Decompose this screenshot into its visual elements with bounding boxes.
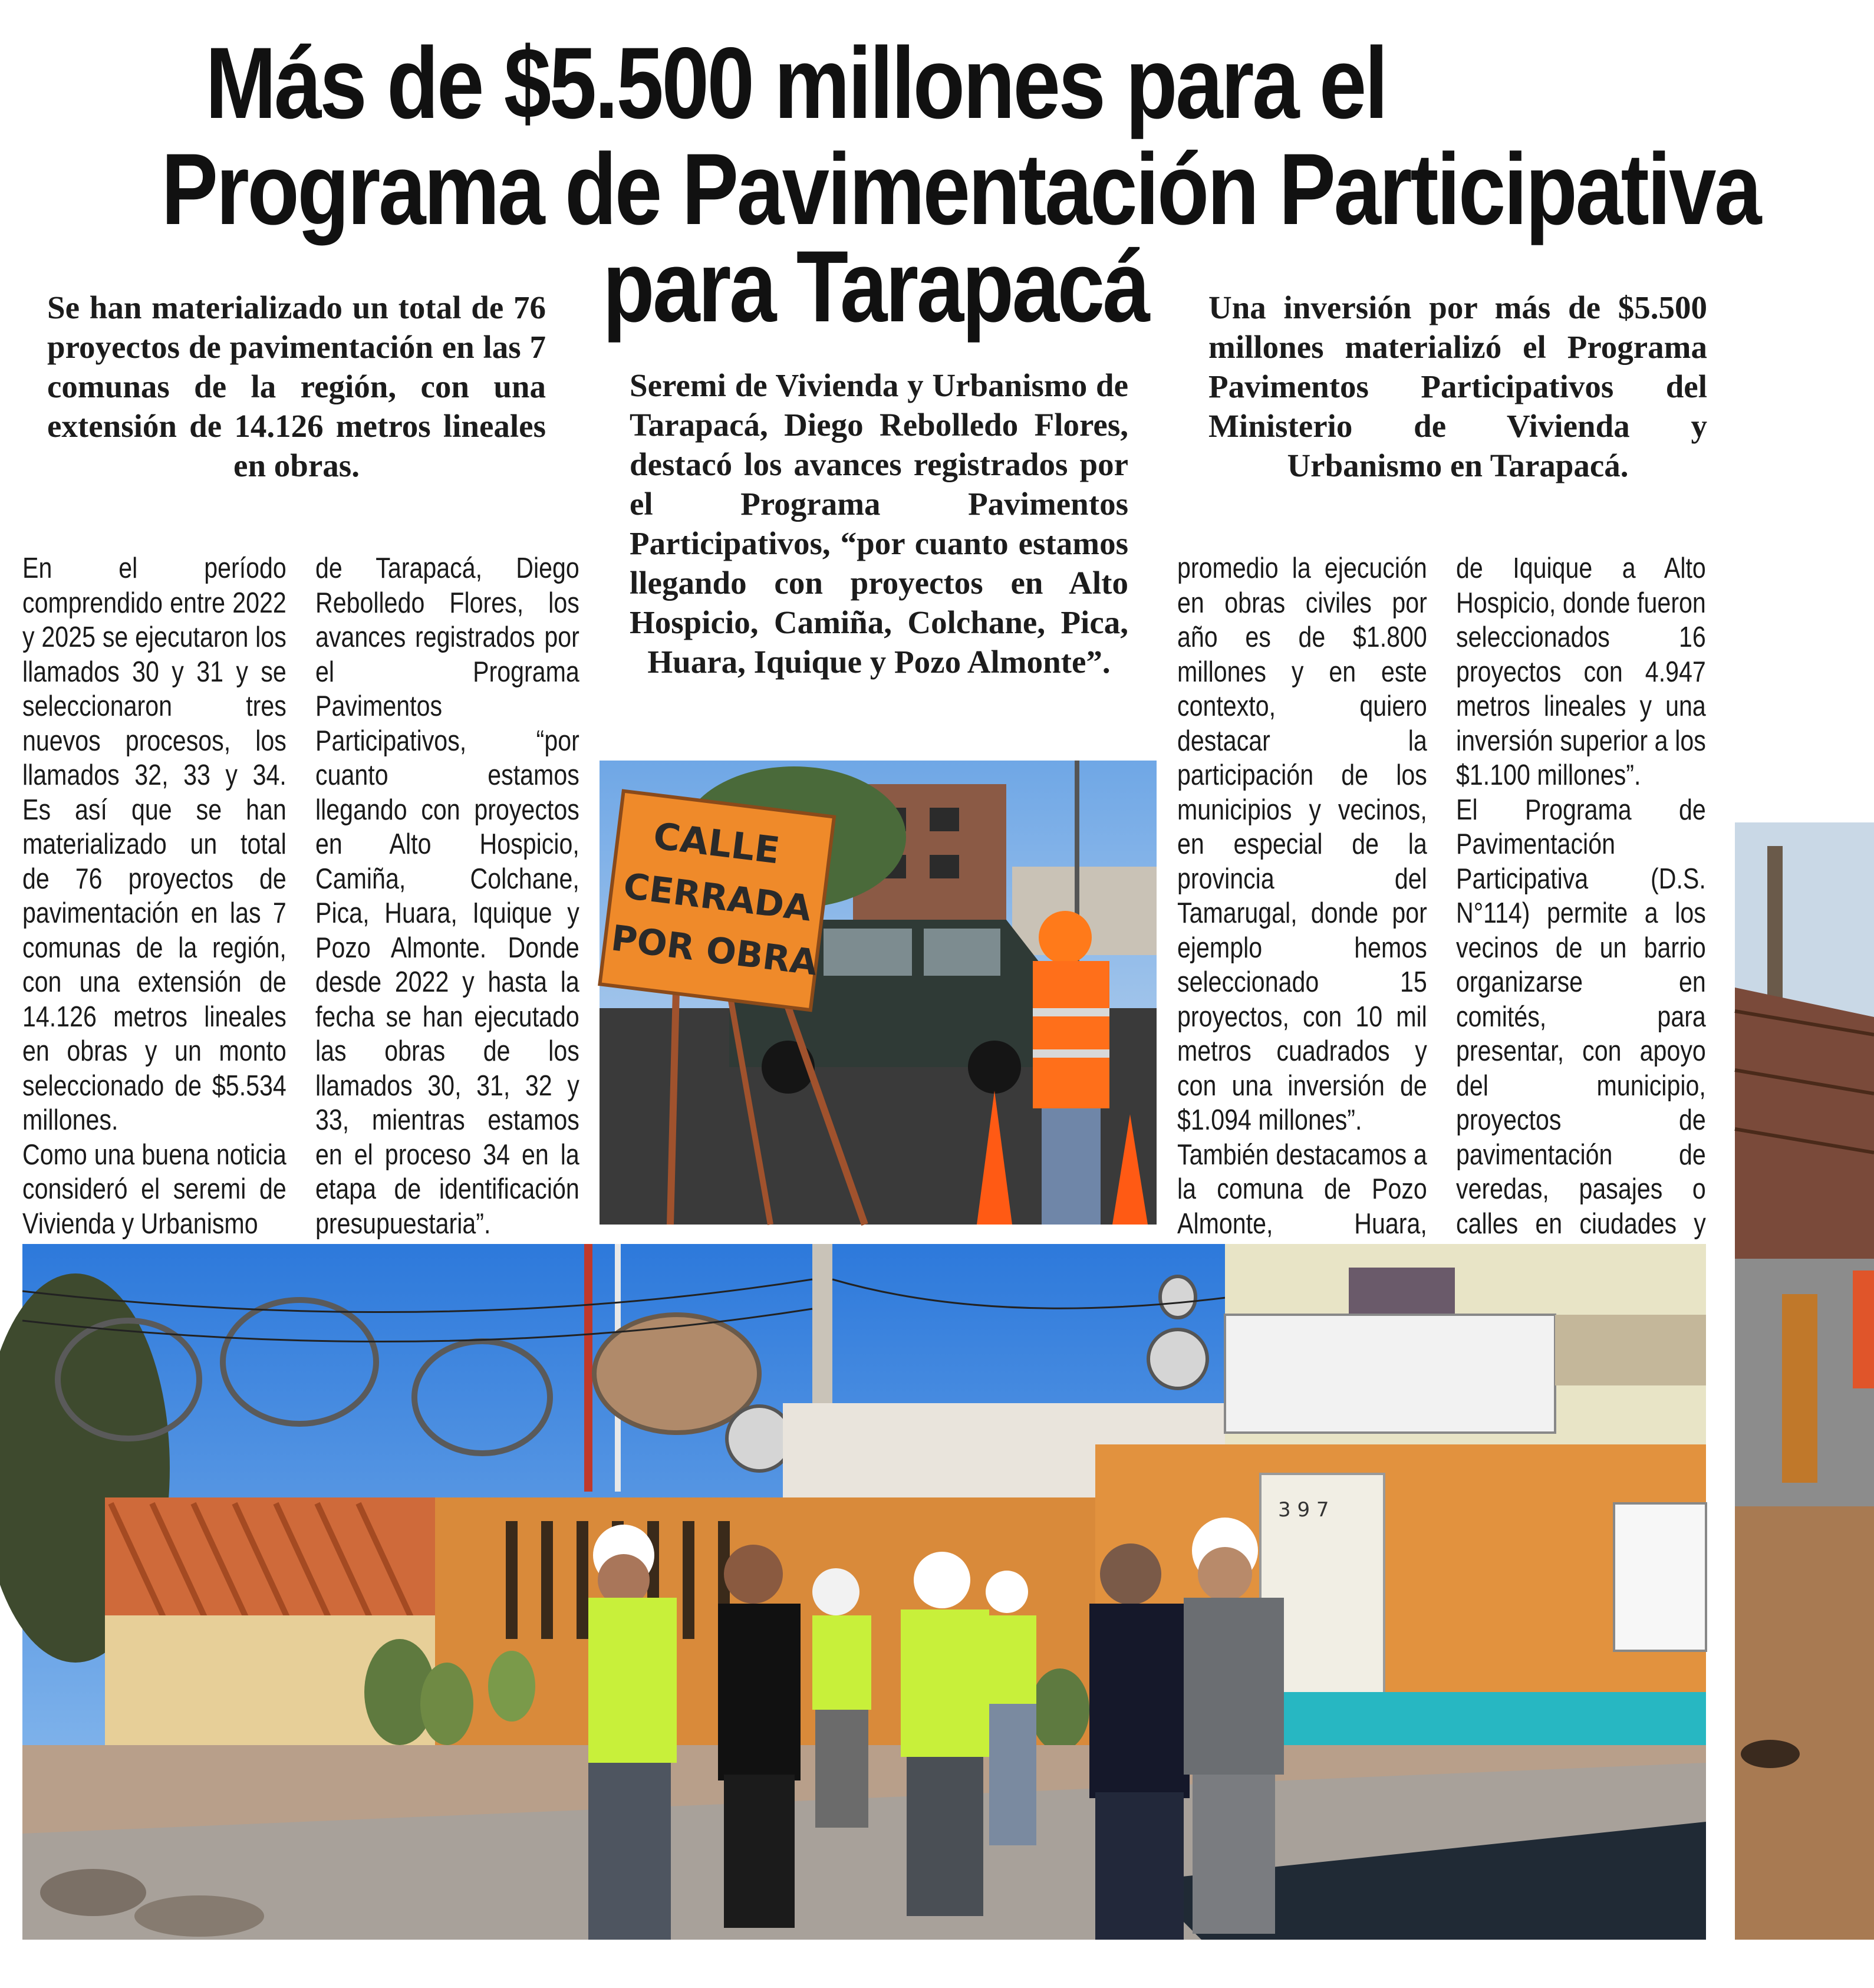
body-paragraph: También destacamos a la comuna de Pozo Almonte, Huara, [1177, 1138, 1427, 1240]
body-paragraph: promedio la ejecución en obras civiles por año es de $1.800 millones y en este contexto, quiero destacar la participación de los municipios y vecinos, en especial de la provincia del Tamarugal, donde por ejemplo hemos seleccionado 15 proyectos, con 10 mil metros cuadrados y con una inversión de $1.094 millones”. [1177, 552, 1427, 1136]
headline-line-3: para Tarapacá [602, 230, 1148, 343]
body-column-4 [1456, 551, 1706, 1240]
deck-middle: Seremi de Vivienda y Urbanismo de Tarapacá, Diego Rebolledo Flores, destacó los avances registrados por el Programa Pavimentos Participativos, “por cuanto estamos llegando con proyectos en Alto Hospicio, Camiña, Colchane, Pica, Huara, Iquique y Pozo Almonte”. [630, 367, 1128, 680]
sign-text-line: POR OBRA [608, 917, 820, 984]
sign-text-line: CALLE [651, 814, 782, 873]
body-paragraph: Como una buena noticia consideró el seremi de Vivienda y Urbanismo [22, 1138, 286, 1240]
house-number: 3 9 7 [1278, 1498, 1329, 1522]
headline-line-1: Más de $5.500 millones para el [205, 27, 1386, 140]
body-paragraph: de Iquique a Alto Hospicio, donde fueron seleccionados 16 proyectos con 4.947 metros lineales y una inversión superior a los $1.100 millones”. [1456, 552, 1706, 791]
body-paragraph: El Programa de Pavimentación Participativa (D.S. N°114) permite a los vecinos de un barrio organizarse en comités, para presentar, con apoyo del municipio, proyectos de pavimentación de veredas, pasajes o calles en ciudades y [1456, 794, 1706, 1240]
deck-right: Una inversión por más de $5.500 millones materializó el Programa Pavimentos Participativos del Ministerio de Vivienda y Urbanismo en Tarapacá. [1208, 289, 1707, 483]
photo-road-closed [600, 761, 1157, 1225]
headline-line-2: Programa de Pavimentación Participativa [161, 133, 1760, 246]
body-paragraph: En el período comprendido entre 2022 y 2025 se ejecutaron los llamados 30 y 31 y se seleccionaron tres nuevos procesos, los llamados 32, 33 y 34. Es así que se han materializado un total de 76 proyectos de pavimentación en las 7 comunas de la región, con una extensión de 14.126 metros lineales en obras y un monto seleccionado de $5.534 millones. [22, 552, 286, 1136]
photo-site-visit [22, 1244, 1706, 1940]
body-column-2 [315, 551, 579, 1240]
body-column-3 [1177, 551, 1427, 1240]
sign-text-line: CERRADA [621, 865, 814, 930]
body-paragraph: de Tarapacá, Diego Rebolledo Flores, los avances registrados por el Programa Pavimentos Participativos, “por cuanto estamos llegando con proyectos en Alto Hospicio, Camiña, Colchane, Pica, Huara, Iquique y Pozo Almonte. Donde desde 2022 y hasta la fecha se han ejecutado las obras de los llamados 30, 31, 32 y 33, mientras estamos en el proceso 34 en la etapa de identificación presupuestaria”. [315, 552, 579, 1240]
body-column-1 [22, 551, 286, 1240]
photo-right-partial [1735, 822, 1874, 1940]
deck-left: Se han materializado un total de 76 proyectos de pavimentación en las 7 comunas de la región, con una extensión de 14.126 metros lineales en obras. [47, 289, 546, 483]
